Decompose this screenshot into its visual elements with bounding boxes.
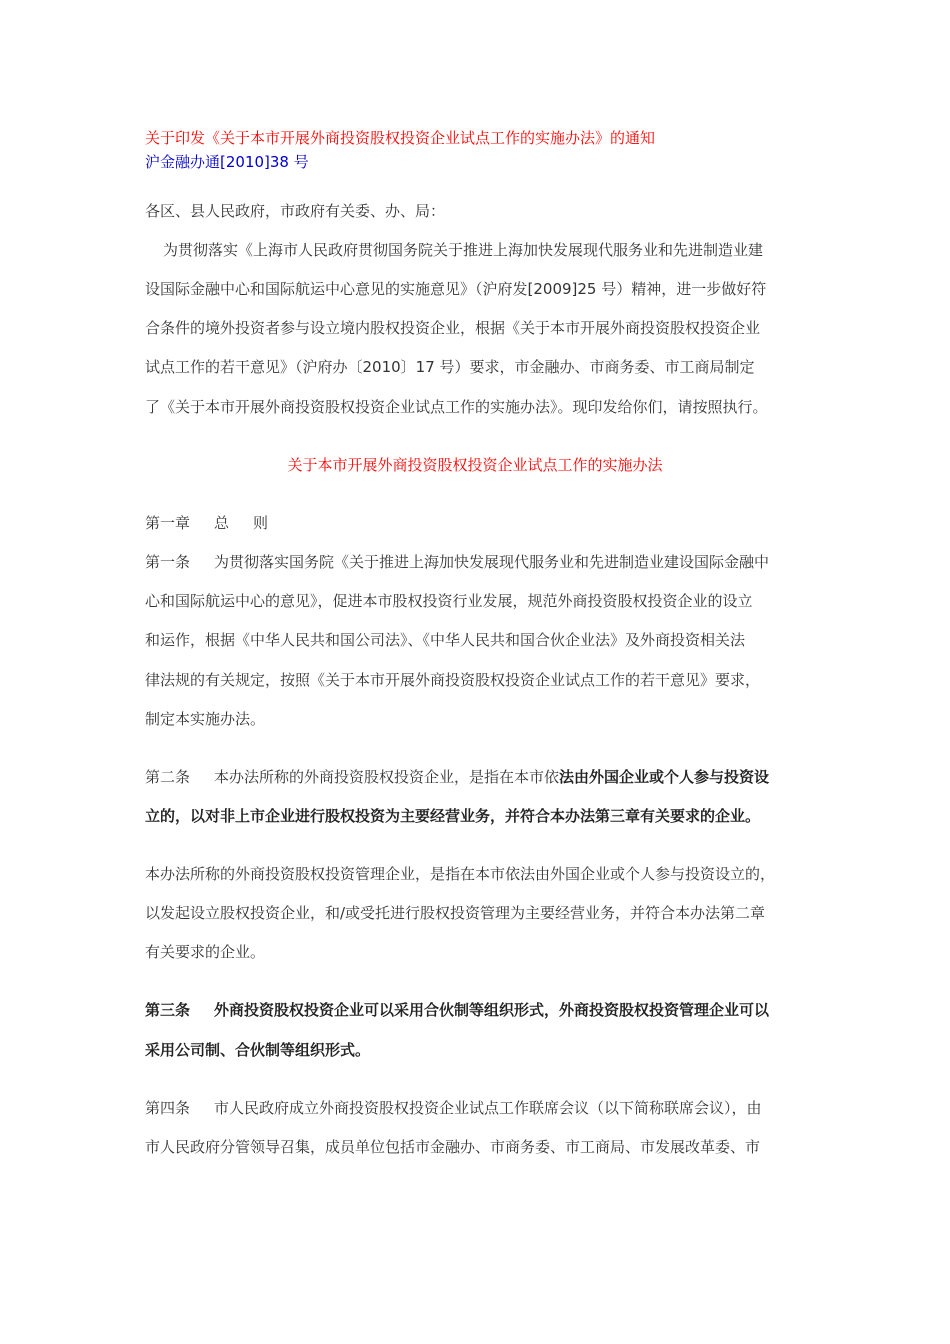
article-1-line-5: 制定本实施办法。 (145, 710, 266, 728)
notice-title: 关于印发《关于本市开展外商投资股权投资企业试点工作的实施办法》的通知 (145, 129, 656, 147)
article-1-line-2: 心和国际航运中心的意见》，促进本市股权投资行业发展，规范外商投资股权投资企业的设立 (145, 592, 753, 610)
article-4-line-1 (145, 1098, 815, 1118)
chapter-label: 第一章 (145, 514, 191, 532)
intro-line-1: 为贯彻落实《上海市人民政府贯彻国务院关于推进上海加快发展现代服务业和先进制造业建 (163, 241, 764, 259)
chapter-title-a: 总 (214, 514, 230, 532)
article-3-label: 第三条 (145, 1001, 191, 1019)
notice-doc-number: 沪金融办通[2010]38 号 (145, 153, 309, 171)
article-4-label: 第四条 (145, 1099, 191, 1117)
chapter-heading (145, 513, 815, 533)
article-2-para2-line-1: 本办法所称的外商投资股权投资管理企业，是指在本市依法由外国企业或个人参与投资设立的， (145, 865, 776, 883)
article-1-line-1 (145, 552, 815, 572)
article-2-line-1 (145, 767, 815, 787)
article-2-line-2: 立的，以对非上市企业进行股权投资为主要经营业务，并符合本办法第三章有关要求的企业。 (145, 807, 761, 825)
intro-line-3: 合条件的境外投资者参与设立境内股权投资企业，根据《关于本市开展外商投资股权投资企业 (145, 319, 761, 337)
article-3-line-2: 采用公司制、合伙制等组织形式。 (145, 1041, 371, 1059)
article-3-text-1: 外商投资股权投资企业可以采用合伙制等组织形式，外商投资股权投资管理企业可以 (214, 1001, 770, 1019)
article-1-text-1: 为贯彻落实国务院《关于推进上海加快发展现代服务业和先进制造业建设国际金融中 (214, 553, 770, 571)
article-3-line-1 (145, 1000, 815, 1020)
article-4-text-1: 市人民政府成立外商投资股权投资企业试点工作联席会议（以下简称联席会议），由 (214, 1099, 762, 1117)
intro-line-4: 试点工作的若干意见》（沪府办〔2010〕17 号）要求，市金融办、市商务委、市工商局制定 (145, 358, 755, 376)
intro-line-2: 设国际金融中心和国际航运中心意见的实施意见》（沪府发[2009]25 号）精神，进一步做好符 (145, 280, 767, 298)
article-2-text-normal: 本办法所称的外商投资股权投资企业，是指在本市依 (214, 768, 560, 786)
chapter-title-b: 则 (253, 514, 269, 532)
article-2-label: 第二条 (145, 768, 191, 786)
article-1-label: 第一条 (145, 553, 191, 571)
intro-line-5: 了《关于本市开展外商投资股权投资企业试点工作的实施办法》。现印发给你们，请按照执行。 (145, 398, 768, 416)
article-2-para2-line-3: 有关要求的企业。 (145, 943, 266, 961)
article-1-line-4: 律法规的有关规定，按照《关于本市开展外商投资股权投资企业试点工作的若干意见》要求， (145, 671, 761, 689)
measures-title: 关于本市开展外商投资股权投资企业试点工作的实施办法 (287, 456, 663, 474)
article-2-text-bold: 法由外国企业或个人参与投资设 (559, 768, 770, 786)
article-2-para2-line-2: 以发起设立股权投资企业，和/或受托进行股权投资管理为主要经营业务，并符合本办法第二章 (145, 904, 766, 922)
article-1-line-3: 和运作，根据《中华人民共和国公司法》、《中华人民共和国合伙企业法》及外商投资相关法 (145, 631, 746, 649)
article-4-line-2: 市人民政府分管领导召集，成员单位包括市金融办、市商务委、市工商局、市发展改革委、市 (145, 1138, 761, 1156)
notice-addressee: 各区、县人民政府，市政府有关委、办、局： (145, 202, 446, 220)
